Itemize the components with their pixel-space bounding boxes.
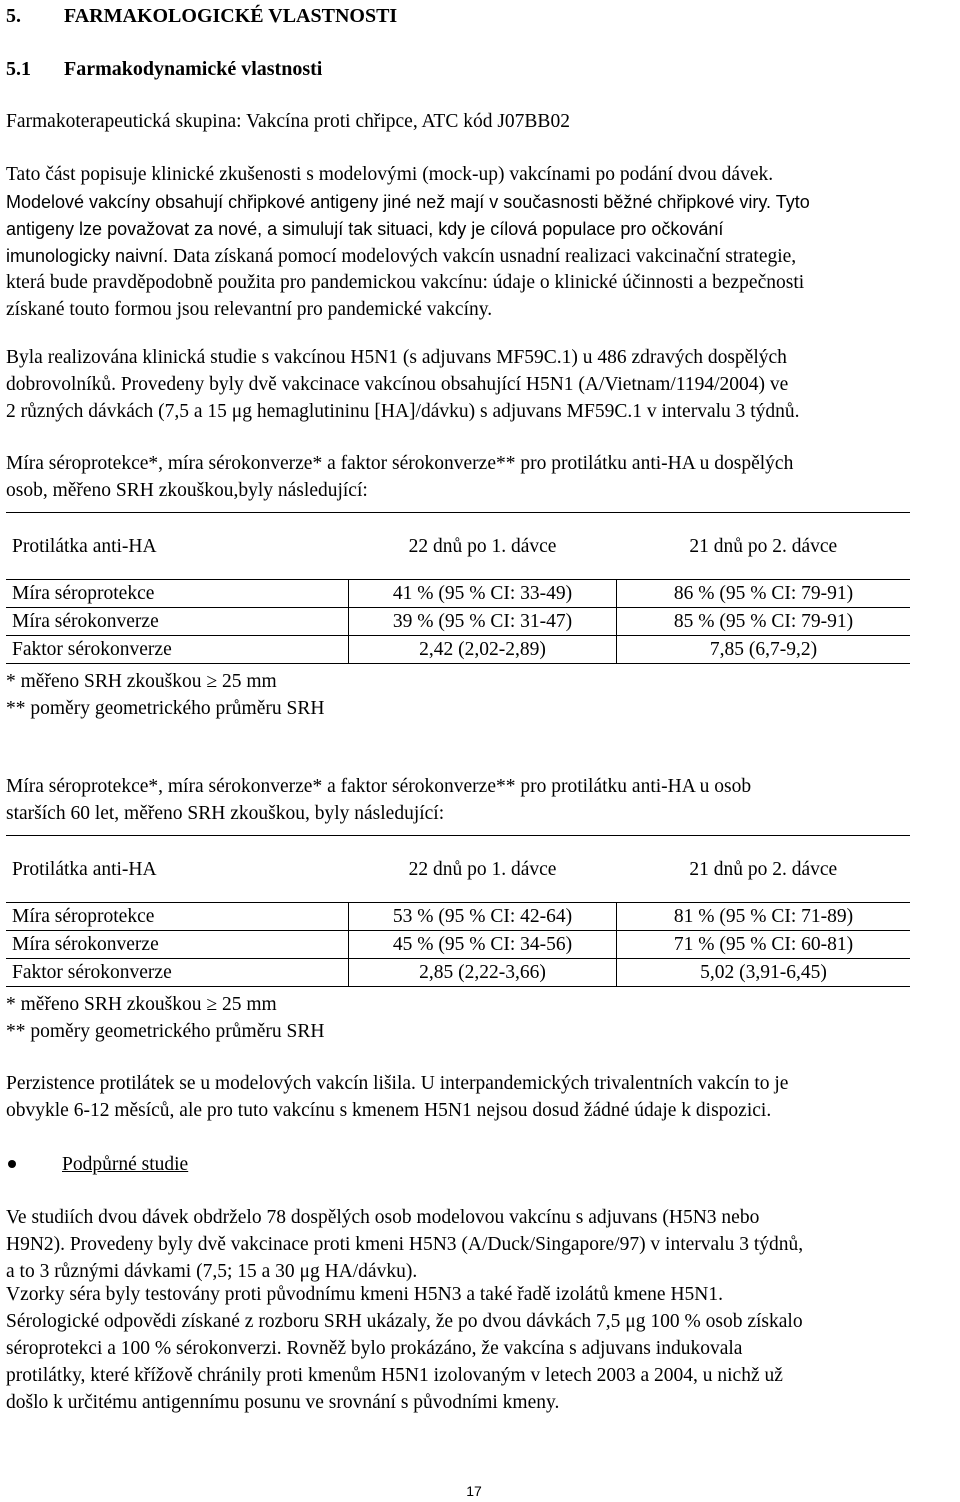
supporting-line: Vzorky séra byly testovány proti původnímu kmeni H5N3 a také řadě izolátů kmene H5N1. xyxy=(6,1284,723,1305)
table-row xyxy=(6,636,910,664)
cell-value: 2,85 (2,22-3,66) xyxy=(349,959,617,987)
supporting-line: Sérologické odpovědi získané z rozboru SRH ukázaly, že po dvou dávkách 7,5 μg 100 % osob získalo xyxy=(6,1311,803,1332)
table-row xyxy=(6,608,910,636)
adults-intro: osob, měřeno SRH zkouškou,byly následující: xyxy=(6,480,368,501)
supporting-line: H9N2). Provedeny byly dvě vakcinace proti kmeni H5N3 (A/Duck/Singapore/97) v intervalu 3 týdnů, xyxy=(6,1234,804,1255)
persistence-line: Perzistence protilátek se u modelových vakcín lišila. U interpandemických trivalentních vakcín to je xyxy=(6,1073,789,1094)
header-cell: 22 dnů po 1. dávce xyxy=(349,836,617,903)
cell-value: 2,42 (2,02-2,89) xyxy=(349,636,617,664)
study-line: 2 různých dávkách (7,5 a 15 μg hemaglutininu [HA]/dávku) s adjuvans MF59C.1 v intervalu 3 týdnů. xyxy=(6,401,800,422)
table-row xyxy=(6,580,910,608)
subsection-number: 5.1 xyxy=(6,58,31,80)
header-cell: 22 dnů po 1. dávce xyxy=(349,513,617,580)
therapeutic-group: Farmakoterapeutická skupina: Vakcína proti chřipce, ATC kód J07BB02 xyxy=(6,111,570,132)
page-number: 17 xyxy=(466,1483,482,1499)
adults-results-table xyxy=(6,512,910,664)
study-line: Byla realizována klinická studie s vakcínou H5N1 (s adjuvans MF59C.1) u 486 zdravých dospělých xyxy=(6,347,787,368)
footnote: * měřeno SRH zkouškou ≥ 25 mm xyxy=(6,671,277,692)
elderly-intro: starších 60 let, měřeno SRH zkouškou, byly následující: xyxy=(6,803,445,824)
table-row xyxy=(6,903,910,931)
cell-value: 5,02 (3,91-6,45) xyxy=(617,959,911,987)
header-cell: Protilátka anti-HA xyxy=(6,513,349,580)
footnote: ** poměry geometrického průměru SRH xyxy=(6,1021,325,1042)
section-number: 5. xyxy=(6,5,21,27)
bullet-icon xyxy=(8,1160,16,1168)
header-cell: 21 dnů po 2. dávce xyxy=(617,836,911,903)
cell-value: 53 % (95 % CI: 42-64) xyxy=(349,903,617,931)
section-heading xyxy=(6,2,397,30)
subsection-heading xyxy=(6,55,322,83)
intro-line: antigeny lze považovat za nové, a simulují tak situaci, kdy je cílová populace pro očkování xyxy=(6,219,724,239)
intro-fragment: imunologicky naivní. xyxy=(6,246,169,266)
row-label: Míra sérokonverze xyxy=(6,931,349,959)
table-header-row xyxy=(6,836,910,903)
row-label: Faktor sérokonverze xyxy=(6,636,349,664)
intro-line xyxy=(6,242,796,271)
section-title: FARMAKOLOGICKÉ VLASTNOSTI xyxy=(64,5,398,27)
cell-value: 81 % (95 % CI: 71-89) xyxy=(617,903,911,931)
table-row xyxy=(6,931,910,959)
intro-line: která bude pravděpodobně použita pro pandemickou vakcínu: údaje o klinické účinnosti a bezpečnosti xyxy=(6,272,805,293)
table-row xyxy=(6,959,910,987)
supporting-line: a to 3 různými dávkami (7,5; 15 a 30 μg HA/dávku). xyxy=(6,1261,418,1282)
elderly-intro: Míra séroprotekce*, míra sérokonverze* a faktor sérokonverze** pro protilátku anti-HA u osob xyxy=(6,776,752,797)
header-cell: 21 dnů po 2. dávce xyxy=(617,513,911,580)
elderly-results-table xyxy=(6,835,910,987)
supporting-line: Ve studiích dvou dávek obdrželo 78 dospělých osob modelovou vakcínu s adjuvans (H5N3 nebo xyxy=(6,1207,760,1228)
cell-value: 85 % (95 % CI: 79-91) xyxy=(617,608,911,636)
row-label: Faktor sérokonverze xyxy=(6,959,349,987)
cell-value: 41 % (95 % CI: 33-49) xyxy=(349,580,617,608)
row-label: Míra séroprotekce xyxy=(6,580,349,608)
table-header-row xyxy=(6,513,910,580)
cell-value: 71 % (95 % CI: 60-81) xyxy=(617,931,911,959)
row-label: Míra sérokonverze xyxy=(6,608,349,636)
footnote: ** poměry geometrického průměru SRH xyxy=(6,698,325,719)
cell-value: 39 % (95 % CI: 31-47) xyxy=(349,608,617,636)
intro-line: Tato část popisuje klinické zkušenosti s modelovými (mock-up) vakcínami po podání dvou dávek. xyxy=(6,164,774,185)
header-cell: Protilátka anti-HA xyxy=(6,836,349,903)
subsection-title: Farmakodynamické vlastnosti xyxy=(64,58,323,80)
supporting-heading xyxy=(8,1151,188,1179)
study-line: dobrovolníků. Provedeny byly dvě vakcinace vakcínou obsahující H5N1 (A/Vietnam/1194/2004) ve xyxy=(6,374,789,395)
intro-line: získané touto formou jsou relevantní pro pandemické vakcíny. xyxy=(6,299,493,320)
cell-value: 86 % (95 % CI: 79-91) xyxy=(617,580,911,608)
cell-value: 45 % (95 % CI: 34-56) xyxy=(349,931,617,959)
intro-fragment: Data získaná pomocí modelových vakcín usnadní realizaci vakcinační strategie, xyxy=(168,246,797,267)
supporting-line: séroprotekci a 100 % sérokonverzi. Rovněž bylo prokázáno, že vakcína s adjuvans indukovala xyxy=(6,1338,743,1359)
row-label: Míra séroprotekce xyxy=(6,903,349,931)
supporting-line: protilátky, které křížově chránily proti kmenům H5N1 izolovaným v letech 2003 a 2004, u nichž už xyxy=(6,1365,783,1386)
supporting-line: došlo k určitému antigennímu posunu ve srovnání s původními kmeny. xyxy=(6,1392,560,1413)
intro-line: Modelové vakcíny obsahují chřipkové antigeny jiné než mají v současnosti běžné chřipkové viry. Tyto xyxy=(6,192,810,212)
persistence-line: obvykle 6-12 měsíců, ale pro tuto vakcínu s kmenem H5N1 nejsou dosud žádné údaje k dispozici. xyxy=(6,1100,772,1121)
supporting-heading-text: Podpůrné studie xyxy=(62,1154,189,1175)
adults-intro: Míra séroprotekce*, míra sérokonverze* a faktor sérokonverze** pro protilátku anti-HA u dospělých xyxy=(6,453,794,474)
cell-value: 7,85 (6,7-9,2) xyxy=(617,636,911,664)
footnote: * měřeno SRH zkouškou ≥ 25 mm xyxy=(6,994,277,1015)
